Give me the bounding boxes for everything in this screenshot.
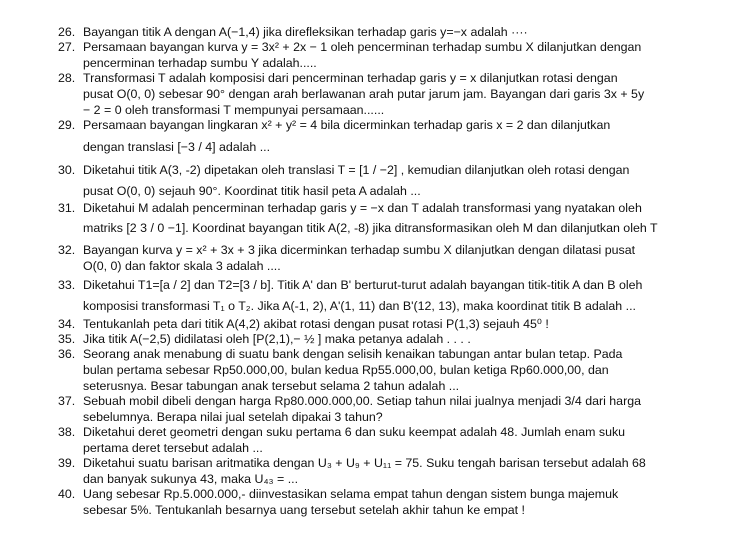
question-text: sebesar 5%. Tentukanlah besarnya uang tersebut setelah akhir tahun ke empat ! <box>83 502 525 517</box>
question-text: Uang sebesar Rp.5.000.000,- diinvestasikan selama empat tahun dengan sistem bunga majemuk <box>83 487 619 501</box>
question-number: 32. <box>58 243 76 257</box>
question-number: 26. <box>58 25 76 39</box>
question-text: pusat O(0, 0) sebesar 90° dengan arah berlawanan arah putar jarum jam. Bayangan dari garis 3x + 5y <box>83 86 645 101</box>
question-text: Persamaan bayangan kurva y = 3x² + 2x − 1 oleh pencerminan terhadap sumbu X dilanjutkan dengan <box>83 40 642 54</box>
question-text: sebelumnya. Berapa nilai jual setelah dipakai 3 tahun? <box>83 409 383 424</box>
question-text: Transformasi T adalah komposisi dari pencerminan terhadap garis y = x dilanjutkan rotasi dengan <box>83 71 618 85</box>
question-number: 34. <box>58 317 76 331</box>
question-29 <box>58 118 698 156</box>
question-27 <box>58 40 698 72</box>
question-text: bulan pertama sebesar Rp50.000,00, bulan kedua Rp55.000,00, bulan ketiga Rp60.000,00, dan <box>83 362 609 377</box>
question-text: matriks [2 3 / 0 −1]. Koordinat bayangan titik A(2, -8) jika ditransformasikan oleh M dan dilanjutkan oleh T <box>83 220 658 235</box>
question-text: pertama deret tersebut adalah ... <box>83 440 263 455</box>
question-number: 27. <box>58 40 76 54</box>
question-text: Diketahui suatu barisan aritmatika dengan U₃ + U₉ + U₁₁ = 75. Suku tengah barisan tersebut adalah 68 <box>83 456 646 470</box>
question-text: seterusnya. Besar tabungan anak tersebut selama 2 tahun adalah ... <box>83 378 460 393</box>
question-text: Tentukanlah peta dari titik A(4,2) akibat rotasi dengan pusat rotasi P(1,3) sejauh 45⁰ ! <box>83 317 549 331</box>
question-text: Jika titik A(−2,5) didilatasi oleh [P(2,1),− ½ ] maka petanya adalah . . . . <box>83 332 471 346</box>
question-text: Sebuah mobil dibeli dengan harga Rp80.000.000,00. Setiap tahun nilai jualnya menjadi 3/4 dari harga <box>83 394 641 408</box>
question-text: Diketahui titik A(3, -2) dipetakan oleh translasi T = [1 / −2] , kemudian dilanjutkan oleh rotasi dengan <box>83 163 630 177</box>
question-34 <box>58 317 698 333</box>
question-text: Diketahui deret geometri dengan suku pertama 6 dan suku keempat adalah 48. Jumlah enam suku <box>83 425 626 439</box>
question-number: 37. <box>58 394 76 408</box>
question-number: 30. <box>58 163 76 177</box>
question-text: Diketahui T1=[a / 2] dan T2=[3 / b]. Titik A' dan B' berturut-turut adalah bayangan titik-titik A dan B oleh <box>83 278 643 292</box>
question-number: 36. <box>58 347 76 361</box>
question-38 <box>58 425 698 457</box>
question-text: Seorang anak menabung di suatu bank dengan selisih kenaikan tabungan antar bulan tetap. Pada <box>83 347 623 361</box>
question-number: 39. <box>58 456 76 470</box>
question-text: Persamaan bayangan lingkaran x² + y² = 4 bila dicerminkan terhadap garis x = 2 dan dilanjutkan <box>83 118 611 132</box>
question-text: dengan translasi [−3 / 4] adalah ... <box>83 139 271 154</box>
question-number: 29. <box>58 118 76 132</box>
question-number: 33. <box>58 278 76 292</box>
question-26 <box>58 25 698 41</box>
question-number: 40. <box>58 487 76 501</box>
question-number: 31. <box>58 201 76 215</box>
question-35 <box>58 332 698 348</box>
question-text: Bayangan titik A dengan A(−1,4) jika direfleksikan terhadap garis y=−x adalah ···· <box>83 25 528 39</box>
question-text: Bayangan kurva y = x² + 3x + 3 jika dicerminkan terhadap sumbu X dilanjutkan dengan dilatasi pusat <box>83 243 636 257</box>
question-text: dan banyak sukunya 43, maka U₄₃ = ... <box>83 471 299 486</box>
question-40 <box>58 487 698 519</box>
question-text: komposisi transformasi T₁ o T₂. Jika A(-1, 2), A'(1, 11) dan B'(12, 13), maka koordinat titik B adalah ... <box>83 298 636 313</box>
question-text: pencerminan terhadap sumbu Y adalah..... <box>83 55 317 70</box>
question-text: − 2 = 0 oleh transformasi T mempunyai persamaan...... <box>83 102 385 117</box>
question-33 <box>58 278 698 315</box>
question-28 <box>58 71 698 118</box>
question-text: O(0, 0) dan faktor skala 3 adalah .... <box>83 258 281 273</box>
question-36 <box>58 347 698 394</box>
question-number: 35. <box>58 332 76 346</box>
question-32 <box>58 243 698 275</box>
question-37 <box>58 394 698 426</box>
question-30 <box>58 163 698 200</box>
question-31 <box>58 201 698 237</box>
question-number: 28. <box>58 71 76 85</box>
question-number: 38. <box>58 425 76 439</box>
question-text: pusat O(0, 0) sejauh 90°. Koordinat titik hasil peta A adalah ... <box>83 183 421 198</box>
question-39 <box>58 456 698 488</box>
question-text: Diketahui M adalah pencerminan terhadap garis y = −x dan T adalah transformasi yang nyatakan oleh <box>83 201 642 215</box>
